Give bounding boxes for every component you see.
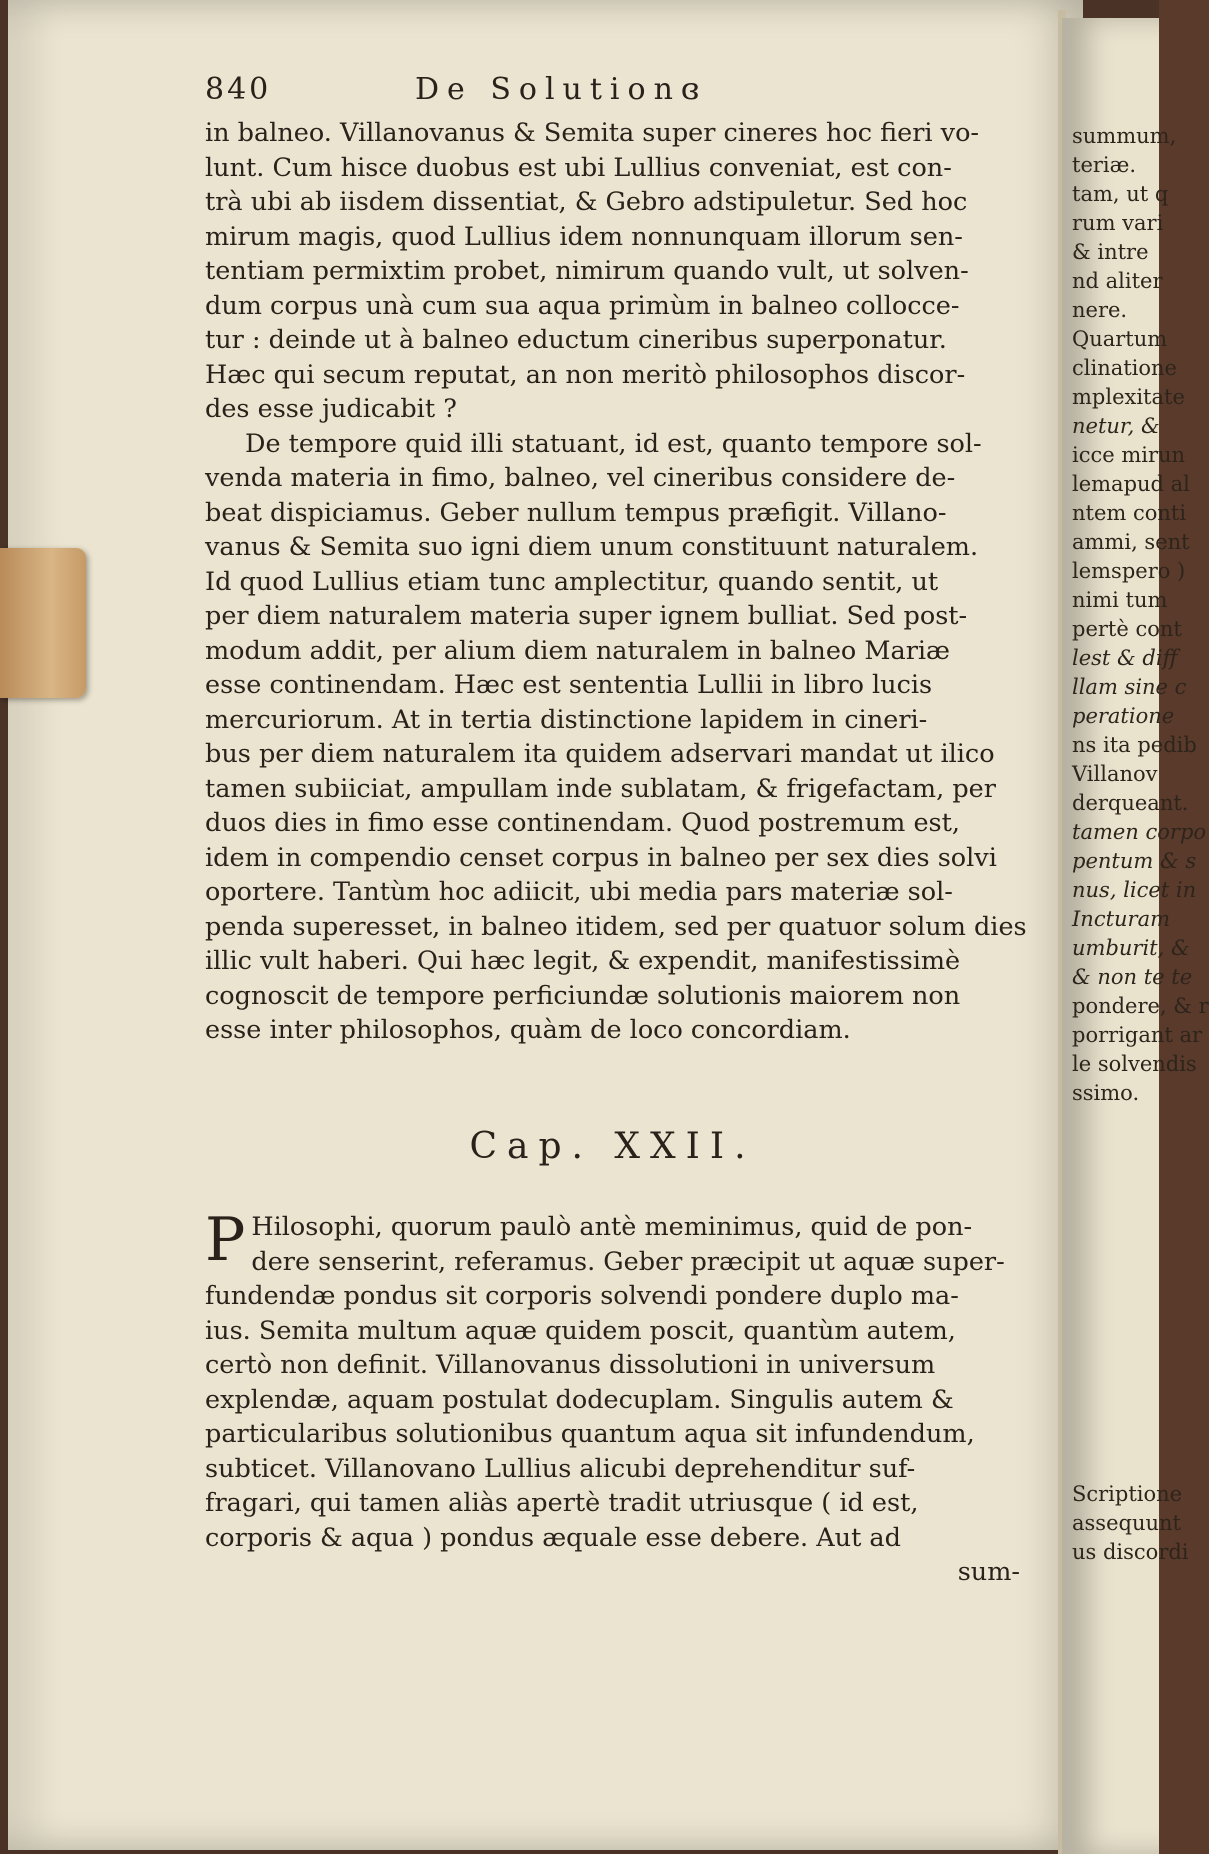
text-line: idem in compendio censet corpus in balneo per sex dies solvi <box>205 842 997 873</box>
text-line: tentiam permixtim probet, nimirum quando vult, ut solven- <box>205 256 969 286</box>
facing-line: nus, licet in <box>1072 878 1197 902</box>
text-line: illic vult haberi. Qui hæc legit, & expendit, manifestissimè <box>205 946 961 976</box>
running-head <box>205 72 1015 112</box>
text-line: dum corpus unà cum sua aqua primùm in balneo collocce- <box>205 290 960 321</box>
facing-line: rum vari <box>1072 211 1164 235</box>
text-line: Id quod Lullius etiam tunc amplectitur, quando sentit, ut <box>205 566 939 597</box>
text-line: fragari, qui tamen aliàs apertè tradit utriusque ( id est, <box>205 1488 919 1518</box>
text-line: corporis & aqua ) pondus æquale esse debere. Aut ad <box>205 1522 901 1553</box>
paragraph-block-2 <box>205 1205 1020 1590</box>
facing-line: assequunt <box>1072 1511 1181 1535</box>
facing-line: umburit, & <box>1072 936 1190 960</box>
text-line: des esse judicabit ? <box>205 394 457 424</box>
facing-line: llam sine c <box>1072 675 1187 699</box>
facing-line: ssimo. <box>1072 1081 1140 1105</box>
facing-page-text-top <box>1072 122 1209 1108</box>
facing-line: netur, & <box>1072 414 1160 438</box>
text-line: tamen subiiciat, ampullam inde sublatam, & frigefactam, per <box>205 773 996 804</box>
facing-line: nimi tum <box>1072 588 1168 612</box>
running-title: De Solutionɞ <box>415 72 708 107</box>
facing-line: ntem conti <box>1072 501 1187 525</box>
facing-line: pondere, & r <box>1072 994 1209 1018</box>
facing-line: lemspero ) <box>1072 559 1186 583</box>
text-line: Hæc qui secum reputat, an non meritò philosophos discor- <box>205 359 966 390</box>
facing-line: peratione <box>1072 704 1175 728</box>
facing-line: pentum & s <box>1072 849 1197 873</box>
catchword: sum- <box>957 1557 1020 1587</box>
text-line: venda materia in fimo, balneo, vel cineribus considere de- <box>205 463 956 493</box>
facing-line: derqueant. <box>1072 791 1189 815</box>
text-line: mercuriorum. At in tertia distinctione lapidem in cineri- <box>205 704 928 735</box>
text-line: mirum magis, quod Lullius idem nonnunquam illorum sen- <box>205 221 963 252</box>
text-line: explendæ, aquam postulat dodecuplam. Singulis autem & <box>205 1384 954 1415</box>
text-line: in balneo. Villanovanus & Semita super cineres hoc fieri vo- <box>205 118 980 148</box>
page-number: 840 <box>205 72 272 107</box>
facing-line: clinatione <box>1072 356 1177 380</box>
paragraph-block-1 <box>205 116 1027 1048</box>
text-line: duos dies in fimo esse continendam. Quod postremum est, <box>205 808 960 838</box>
text-line: De tempore quid illi statuant, id est, quanto tempore sol- <box>245 428 982 459</box>
facing-line: Quartum <box>1072 327 1168 351</box>
text-line: bus per diem naturalem ita quidem adservari mandat ut ilico <box>205 739 995 769</box>
facing-line: ns ita pedib <box>1072 733 1197 757</box>
facing-line: Incturam <box>1072 907 1171 931</box>
facing-page-text-bottom <box>1072 1480 1189 1567</box>
text-line: dere senserint, referamus. Geber præcipit ut aquæ super- <box>251 1246 1005 1277</box>
facing-line: teriæ. <box>1072 153 1137 177</box>
text-line: ius. Semita multum aquæ quidem poscit, quantùm autem, <box>205 1315 956 1346</box>
facing-line: & intre <box>1072 240 1149 264</box>
text-line: tur : deinde ut à balneo eductum cineribus superponatur. <box>205 325 947 355</box>
facing-line: ammi, sent <box>1072 530 1190 554</box>
text-line: esse inter philosophos, quàm de loco concordiam. <box>205 1015 851 1045</box>
facing-line: le solvendis <box>1072 1052 1197 1076</box>
text-line: esse continendam. Hæc est sententia Lullii in libro lucis <box>205 670 933 700</box>
drop-capital: P <box>205 1205 246 1275</box>
facing-line: icce mirun <box>1072 443 1186 467</box>
facing-line: summum, <box>1072 124 1177 148</box>
text-line: vanus & Semita suo igni diem unum constituunt naturalem. <box>205 532 979 562</box>
text-line: beat dispiciamus. Geber nullum tempus præfigit. Villano- <box>205 497 947 528</box>
facing-line: us discordi <box>1072 1540 1189 1564</box>
facing-line: tamen corpo <box>1072 820 1207 844</box>
facing-line: & non te te <box>1072 965 1193 989</box>
text-line: oportere. Tantùm hoc adiicit, ubi media pars materiæ sol- <box>205 877 953 907</box>
text-line: modum addit, per alium diem naturalem in balneo Mariæ <box>205 635 951 666</box>
chapter-heading: Cap. XXII. <box>469 1126 756 1167</box>
text-line: subticet. Villanovano Lullius alicubi deprehenditur suf- <box>205 1453 916 1484</box>
text-line: Hilosophi, quorum paulò antè meminimus, quid de pon- <box>251 1212 973 1242</box>
text-line: certò non definit. Villanovanus dissolutioni in universum <box>205 1350 936 1380</box>
facing-line: Scriptione <box>1072 1482 1183 1506</box>
text-line: particularibus solutionibus quantum aqua sit infundendum, <box>205 1419 975 1449</box>
facing-line: nere. <box>1072 298 1128 322</box>
facing-line: tam, ut q <box>1072 182 1169 206</box>
facing-line: lest & diff <box>1072 646 1178 670</box>
bookmark-tab <box>0 548 86 698</box>
facing-line: pertè cont <box>1072 617 1182 641</box>
text-line: trà ubi ab iisdem dissentiat, & Gebro adstipuletur. Sed hoc <box>205 187 968 217</box>
facing-line: mplexitate <box>1072 385 1185 409</box>
facing-line: lemapud al <box>1072 472 1190 496</box>
text-line: cognoscit de tempore perficiundæ solutionis maiorem non <box>205 980 961 1011</box>
text-line: fundendæ pondus sit corporis solvendi pondere duplo ma- <box>205 1281 959 1311</box>
facing-line: Villanov <box>1072 762 1158 786</box>
facing-line: nd aliter <box>1072 269 1163 293</box>
facing-line: porrigant ar <box>1072 1023 1203 1047</box>
text-line: lunt. Cum hisce duobus est ubi Lullius conveniat, est con- <box>205 152 952 183</box>
text-line: per diem naturalem materia super ignem bulliat. Sed post- <box>205 601 968 631</box>
text-line: penda superesset, in balneo itidem, sed per quatuor solum dies <box>205 911 1027 942</box>
